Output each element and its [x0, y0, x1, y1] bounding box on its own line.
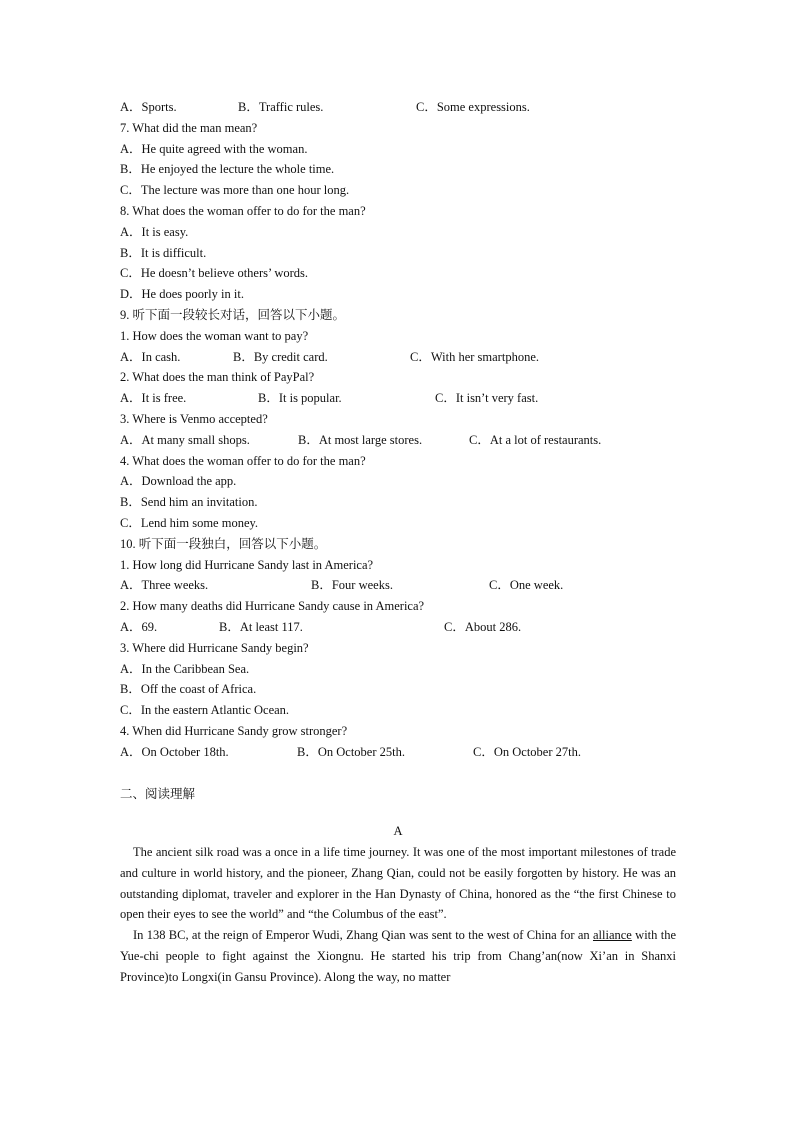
paragraph-2-text-end: with the Yue-chi people to fight against the Xiongnu. He started his trip from Chang’an(now Xi’an in Shanxi Province)to Longxi(in Gansu Province). Along the way, no matter [120, 928, 676, 984]
q10-4-option-c: C．On October 27th. [473, 744, 581, 759]
q10-3-option-a: A．In the Caribbean Sea. [120, 661, 250, 676]
q10-3-question: 3. Where did Hurricane Sandy begin? [120, 640, 309, 655]
q7-question: 7. What did the man mean? [120, 120, 258, 135]
q9-3-option-b: B．At most large stores. [298, 432, 423, 447]
passage-paragraph-2 [120, 925, 676, 987]
q9-4-option-c: C．Lend him some money. [120, 515, 259, 530]
q10-4-option-a: A．On October 18th. [120, 744, 229, 759]
exam-page [120, 97, 676, 988]
q10-4-question: 4. When did Hurricane Sandy grow stronger? [120, 723, 348, 738]
q8-option-b: B．It is difficult. [120, 245, 207, 260]
q10-header: 10. 听下面一段独白，回答以下小题。 [120, 536, 327, 551]
q9-1-option-b: B．By credit card. [233, 349, 328, 364]
q9-3-question: 3. Where is Venmo accepted? [120, 411, 268, 426]
q10-4-options [120, 742, 676, 763]
q9-1-options [120, 347, 676, 368]
q9-2-option-a: A．It is free. [120, 391, 187, 406]
q10-3-option-c: C．In the eastern Atlantic Ocean. [120, 703, 290, 718]
q10-2-option-c: C．About 286. [444, 619, 522, 634]
q9-3-option-c: C．At a lot of restaurants. [469, 432, 602, 447]
q8-question: 8. What does the woman offer to do for the man? [120, 203, 366, 218]
q7-option-b: B．He enjoyed the lecture the whole time. [120, 162, 335, 177]
q9-3-options [120, 430, 676, 451]
underlined-word: alliance [592, 928, 632, 943]
q10-2-options [120, 617, 676, 638]
q10-1-option-a: A．Three weeks. [120, 578, 209, 593]
q10-2-question: 2. How many deaths did Hurricane Sandy cause in America? [120, 599, 425, 614]
q9-4-question: 4. What does the woman offer to do for the man? [120, 453, 366, 468]
paragraph-2-text-start: In 138 BC, at the reign of Emperor Wudi, Zhang Qian was sent to the west of China for an [133, 928, 593, 943]
q6-option-c: C．Some expressions. [416, 100, 530, 114]
passage-paragraph-1: The ancient silk road was a once in a life time journey. It was one of the most important milestones of trade and culture in world history, and the pioneer, Zhang Qian, could not be easily forgotten by history. He was an outstanding diplomat, traveler and explorer in the Han Dynasty of China, honored as the “the first Chinese to open their eyes to see the world” and “the Columbus of the east”. [120, 845, 676, 922]
q9-2-option-c: C．It isn’t very fast. [435, 391, 539, 406]
q9-1-option-c: C．With her smartphone. [410, 349, 539, 364]
q9-header: 9. 听下面一段较长对话，回答以下小题。 [120, 307, 346, 322]
q9-2-question: 2. What does the man think of PayPal? [120, 370, 315, 385]
q10-1-options [120, 575, 676, 596]
q10-1-option-b: B．Four weeks. [311, 578, 393, 593]
q9-1-option-a: A．In cash. [120, 349, 181, 364]
q7-option-c: C．The lecture was more than one hour long. [120, 183, 350, 198]
q8-option-d: D．He does poorly in it. [120, 287, 244, 302]
q10-2-option-b: B．At least 117. [219, 619, 303, 634]
q8-option-c: C．He doesn’t believe others’ words. [120, 266, 309, 281]
q6-option-a: A．Sports. [120, 100, 177, 114]
q9-4-option-a: A．Download the app. [120, 474, 237, 489]
passage-label: A [393, 824, 403, 839]
q9-2-option-b: B．It is popular. [258, 391, 342, 406]
q10-3-option-b: B．Off the coast of Africa. [120, 682, 257, 697]
q6-options [120, 97, 676, 118]
q7-option-a: A．He quite agreed with the woman. [120, 141, 308, 156]
q9-2-options [120, 388, 676, 409]
q8-option-a: A．It is easy. [120, 224, 189, 239]
q10-4-option-b: B．On October 25th. [297, 744, 405, 759]
q9-3-option-a: A．At many small shops. [120, 432, 250, 447]
section-title: 二、阅读理解 [120, 786, 196, 801]
q10-1-question: 1. How long did Hurricane Sandy last in America? [120, 557, 374, 572]
q10-1-option-c: C．One week. [489, 578, 564, 593]
q9-1-question: 1. How does the woman want to pay? [120, 328, 309, 343]
q6-option-b: B．Traffic rules. [238, 100, 324, 114]
q10-2-option-a: A．69. [120, 619, 158, 634]
q9-4-option-b: B．Send him an invitation. [120, 495, 258, 510]
